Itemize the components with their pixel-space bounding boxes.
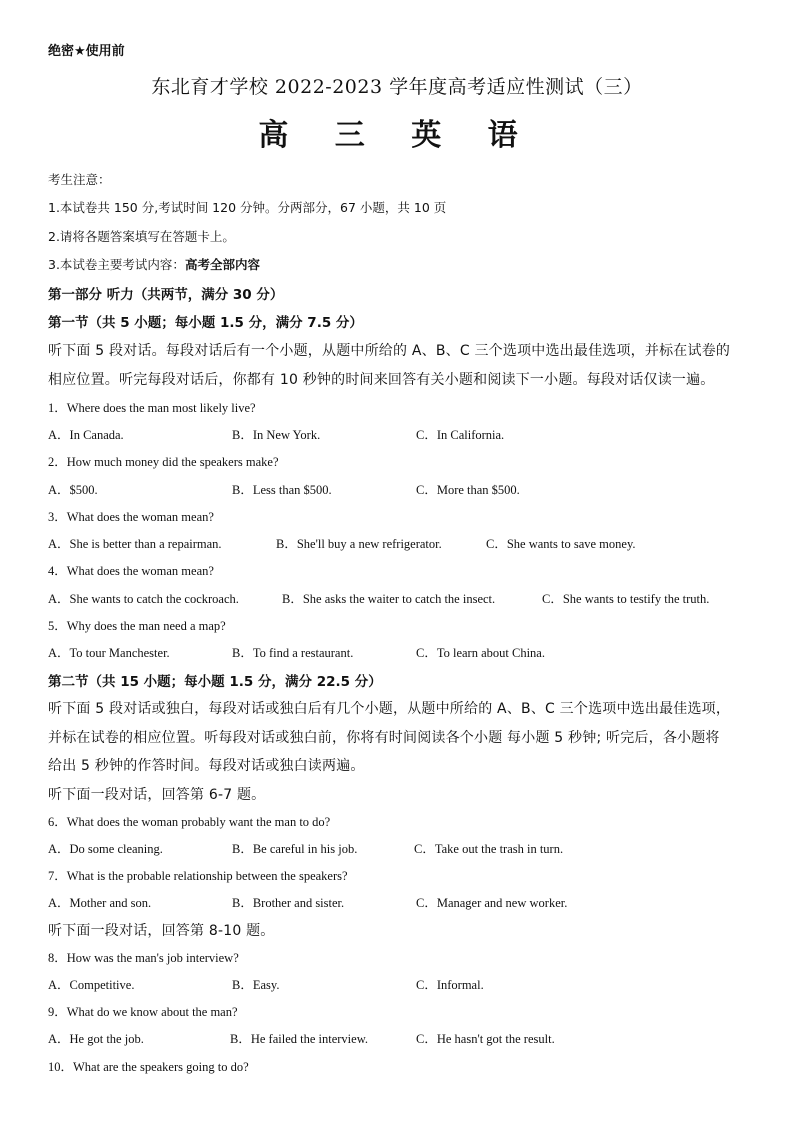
subject-title: 高 三 英 语 — [258, 118, 536, 153]
notes-item-2: 2.请将各题答案填写在答题卡上。 — [48, 229, 235, 244]
section2-heading: 第二节（共 15 小题；每小题 1.5 分，满分 22.5 分） — [48, 674, 382, 690]
option-c: C．In California. — [416, 428, 505, 442]
question-5-options — [48, 643, 760, 661]
option-b: B．In New York. — [232, 428, 321, 442]
question-8: 8．How was the man's job interview? — [48, 951, 239, 965]
option-c: C．Informal. — [416, 978, 484, 992]
question-6: 6．What does the woman probably want the man to do? — [48, 815, 331, 829]
dialogue-lead-6-7: 听下面一段对话，回答第 6-7 题。 — [48, 787, 266, 803]
option-c: C．Take out the trash in turn. — [414, 842, 564, 856]
option-b: B．Brother and sister. — [232, 896, 345, 910]
question-5: 5．Why does the man need a map? — [48, 619, 226, 633]
question-9-options — [48, 1029, 760, 1047]
dialogue-lead-8-10: 听下面一段对话，回答第 8-10 题。 — [48, 923, 275, 939]
option-a: A．He got the job. — [48, 1032, 144, 1046]
part1-heading: 第一部分 听力（共两节，满分 30 分） — [48, 287, 284, 303]
option-a: A．$500. — [48, 483, 98, 497]
question-9: 9．What do we know about the man? — [48, 1005, 238, 1019]
question-7-options — [48, 893, 760, 911]
section1-instructions-line1: 听下面 5 段对话。每段对话后有一个小题，从题中所给的 A、B、C 三个选项中选出最佳选项，并标在试卷的 — [48, 343, 731, 359]
section2-instructions-line1: 听下面 5 段对话或独白，每段对话或独白后有几个小题，从题中所给的 A、B、C 三个选项中选出最佳选项， — [48, 701, 731, 717]
question-7: 7．What is the probable relationship between the speakers? — [48, 869, 348, 883]
option-b: B．To find a restaurant. — [232, 646, 354, 660]
option-a: A．She is better than a repairman. — [48, 537, 222, 551]
section2-instructions-line3: 给出 5 秒钟的作答时间。每段对话或独白读两遍。 — [48, 758, 365, 774]
question-3-options — [48, 534, 760, 552]
option-b: B．Less than $500. — [232, 483, 332, 497]
question-3: 3．What does the woman mean? — [48, 510, 214, 524]
section1-instructions-line2: 相应位置。听完每段对话后，你都有 10 秒钟的时间来回答有关小题和阅读下一小题。每段对话仅读一遍。 — [48, 372, 715, 388]
option-b: B．Easy. — [232, 978, 280, 992]
option-c: C．Manager and new worker. — [416, 896, 568, 910]
notes-item-3-bold: 高考全部内容 — [184, 257, 260, 272]
secret-mark: 绝密★使用前 — [48, 44, 125, 59]
question-10: 10．What are the speakers going to do? — [48, 1060, 249, 1074]
notes-item-3 — [48, 255, 260, 273]
question-1-options — [48, 425, 760, 443]
option-c: C．He hasn't got the result. — [416, 1032, 555, 1046]
question-4-options — [48, 589, 760, 607]
option-a: A．Competitive. — [48, 978, 135, 992]
option-c: C．To learn about China. — [416, 646, 545, 660]
option-a: A．Do some cleaning. — [48, 842, 163, 856]
question-2-options — [48, 480, 760, 498]
section2-instructions-line2: 并标在试卷的相应位置。听每段对话或独白前，你将有时间阅读各个小题 每小题 5 秒钟; 听完后，各小题将 — [48, 730, 720, 746]
option-b: B．He failed the interview. — [230, 1032, 369, 1046]
section1-heading: 第一节（共 5 小题；每小题 1.5 分，满分 7.5 分） — [48, 315, 363, 331]
exam-title: 东北育才学校 2022-2023 学年度高考适应性测试（三） — [151, 76, 643, 98]
question-4: 4．What does the woman mean? — [48, 564, 214, 578]
option-b: B．She'll buy a new refrigerator. — [276, 537, 442, 551]
notes-item-1: 1.本试卷共 150 分,考试时间 120 分钟。分两部分，67 小题，共 10 页 — [48, 200, 447, 215]
option-b: B．Be careful in his job. — [232, 842, 358, 856]
option-c: C．More than $500. — [416, 483, 520, 497]
option-c: C．She wants to save money. — [486, 537, 636, 551]
question-1: 1．Where does the man most likely live? — [48, 401, 256, 415]
notes-heading: 考生注意： — [48, 172, 111, 187]
option-a: A．To tour Manchester. — [48, 646, 170, 660]
notes-item-3-prefix: 3.本试卷主要考试内容： — [48, 257, 185, 272]
option-a: A．In Canada. — [48, 428, 124, 442]
option-a: A．She wants to catch the cockroach. — [48, 592, 239, 606]
option-c: C．She wants to testify the truth. — [542, 592, 710, 606]
question-8-options — [48, 975, 760, 993]
option-b: B．She asks the waiter to catch the insect. — [282, 592, 496, 606]
question-6-options — [48, 839, 760, 857]
question-2: 2．How much money did the speakers make? — [48, 455, 279, 469]
option-a: A．Mother and son. — [48, 896, 152, 910]
